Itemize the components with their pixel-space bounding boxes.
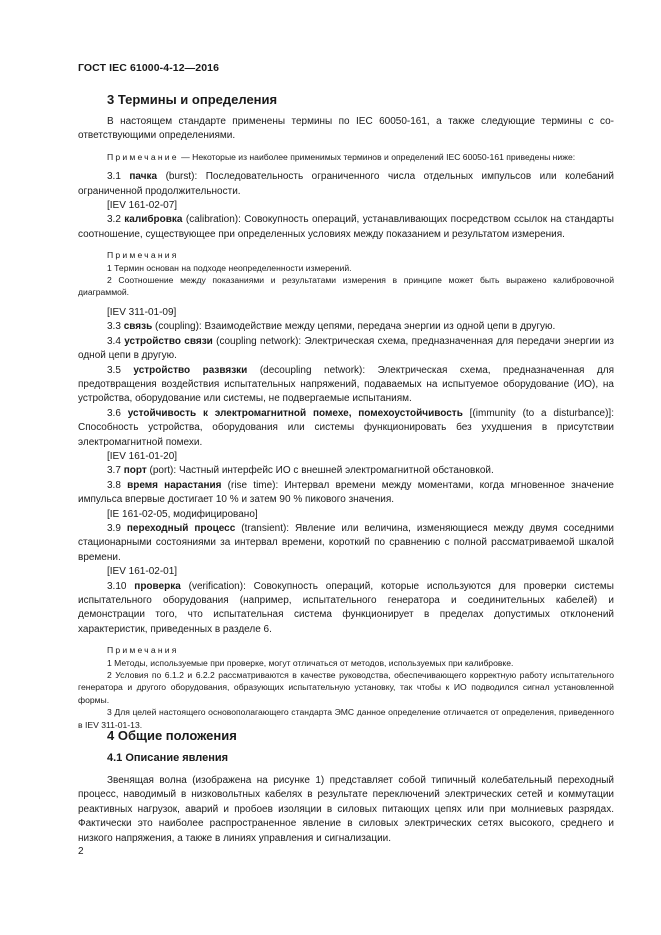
section-3-body <box>78 115 614 731</box>
page-number: 2 <box>78 846 84 857</box>
term-3-5-number: 3.5 <box>107 364 134 376</box>
note-0-label: Примечание <box>107 151 179 162</box>
term-3-6-number: 3.6 <box>107 407 128 419</box>
term-3-5 <box>78 364 614 407</box>
term-3-1-term: пачка <box>129 171 158 183</box>
term-3-7 <box>78 464 614 478</box>
notes-2-item-2: 2 Условия по 6.1.2 и 6.2.2 рассматриваются в качестве руководства, обеспечивающего корректную работу испытательного генератора и другого оборудования, образующих испытательную установку, так чтобы к ИО подводился сигнал установленной формы. <box>78 670 614 705</box>
term-3-1-ref: [IEV 161-02-07] <box>107 200 178 212</box>
term-3-9-term: переходный процесс <box>126 522 236 534</box>
term-3-9 <box>78 522 614 565</box>
term-3-8-number: 3.8 <box>107 479 128 491</box>
section-4-1-title: 4.1 Описание явления <box>107 752 229 764</box>
note-0 <box>78 151 614 163</box>
term-3-2-ref: [IEV 311-01-09] <box>107 306 177 318</box>
section-3-title: 3 Термины и определения <box>107 92 278 107</box>
standard-header: ГОСТ IEC 61000-4-12—2016 <box>78 62 220 74</box>
term-3-1-number: 3.1 <box>107 171 130 183</box>
term-3-3-definition: (coupling): Взаимодействие между цепями, передача энергии из одной цепи в другую. <box>152 321 556 333</box>
term-3-4-number: 3.4 <box>107 335 125 347</box>
term-3-7-definition: (port): Частный интерфейс ИО с внешней электромагнитной обстановкой. <box>146 465 494 477</box>
note-0-text: — Некоторые из наиболее применимых терминов и определений IEC 60050-161 приведены ниже: <box>178 151 576 162</box>
term-3-9-number: 3.9 <box>107 522 127 534</box>
term-3-8-definition: (rise time): Интервал времени между моментами, когда мгновенное значение импульса впервые достигает 10 % и затем 90 % пикового значения. <box>78 479 614 506</box>
section-4-title: 4 Общие положения <box>107 728 237 743</box>
section-4-body <box>78 774 614 846</box>
term-3-5-term: устройство развязки <box>133 364 248 376</box>
term-3-9-ref: [IEV 161-02-01] <box>107 566 178 578</box>
term-3-10-definition: (verification): Совокупность операций, которые используются для проверки системы испытательного оборудования (например, испытательного генератора и соединительных кабелей) и демонстрации того, что испытательная система функционирует в пределах допустимых отклонений характеристик, приведенных в разделе 6. <box>78 580 614 635</box>
term-3-6 <box>78 407 614 450</box>
term-3-1-definition: (burst): Последовательность ограниченного числа отдельных импульсов или колебаний ограниченной продолжительности. <box>78 171 614 197</box>
notes-2-item-3: 3 Для целей настоящего основополагающего стандарта ЭМС данное определение отличается от определения, приведенного в IEV 311-01-13. <box>78 707 614 730</box>
term-3-7-term: порт <box>123 465 147 477</box>
term-3-4-term: устройство связи <box>124 335 213 347</box>
term-3-8 <box>78 479 614 508</box>
section-4-1-paragraph: Звенящая волна (изображена на рисунке 1) представляет собой типичный колебательный переходный процесс, наводимый в низковольтных кабелях в результате переключений электрических сетей и коммутации реактивных нагрузок, аварий и пробоев изоляции в силовых питающих цепях или при молниевых разрядах. Фактически это наиболее распространенное явление в силовых электрических сетях высокого, среднего и низкого напряжения, а также в линиях управления и сигнализации. <box>78 775 614 844</box>
term-3-2 <box>78 213 614 242</box>
term-3-4-definition: (coupling network): Электрическая схема, предназначенная для передачи энергии из одной цепи в другую. <box>78 335 614 362</box>
term-3-2-number: 3.2 <box>107 214 125 226</box>
term-3-9-definition: (transient): Явление или величина, изменяющиеся между двумя соседними стационарными состояниями за интервал времени, короткий по сравнению с полной рассматриваемой шкалой времени. <box>78 522 614 563</box>
term-3-3-number: 3.3 <box>107 321 124 333</box>
term-3-6-term: устойчивость к электромагнитной помехе, помехоустойчивость <box>127 407 463 419</box>
notes-1-item-1: 1 Термин основан на подходе неопределенности измерений. <box>107 262 352 273</box>
notes-2-item-1: 1 Методы, используемые при проверке, могут отличаться от методов, используемых при калибровке. <box>107 657 514 668</box>
term-3-10-term: проверка <box>134 580 181 592</box>
term-3-7-number: 3.7 <box>107 465 124 477</box>
term-3-1 <box>78 170 614 199</box>
notes-2-label: Примечания <box>107 645 179 656</box>
term-3-3 <box>78 320 614 334</box>
term-3-6-ref: [IEV 161-01-20] <box>107 450 178 462</box>
term-3-5-definition: (decoupling network): Электрическая схема, предназначенная для предотвращения воздействия испытательных напряжений, подаваемых на испытуемое оборудование (ИО), на устройства, оборудование или системы, не подвергаемые испытаниям. <box>78 364 614 405</box>
term-3-3-term: связь <box>123 321 153 333</box>
section-3-intro: В настоящем стандарте применены термины по IEC 60050-161, а также следующие термины с соответствующими определениями. <box>78 116 614 142</box>
term-3-8-ref: [IE 161-02-05, модифицировано] <box>107 508 258 520</box>
term-3-10-number: 3.10 <box>107 580 135 592</box>
notes-1-item-2: 2 Соотношение между показаниями и результатами измерения в принципе может быть выражено калибровочной диаграммой. <box>78 275 614 298</box>
term-3-6-definition: [(immunity (to a disturbance)]: Способность устройства, оборудования или системы функционировать без ухудшения в присутствии электромагнитной помехи. <box>78 407 614 448</box>
term-3-8-term: время нарастания <box>127 479 222 491</box>
term-3-10 <box>78 580 614 638</box>
notes-1-label: Примечания <box>107 250 179 261</box>
term-3-2-term: калибровка <box>124 214 183 226</box>
term-3-4 <box>78 335 614 364</box>
term-3-2-definition: (calibration): Совокупность операций, устанавливающих посредством ссылок на стандарты соотношение, существующее при определенных условиях между показанием и результатом измерения. <box>78 214 614 240</box>
